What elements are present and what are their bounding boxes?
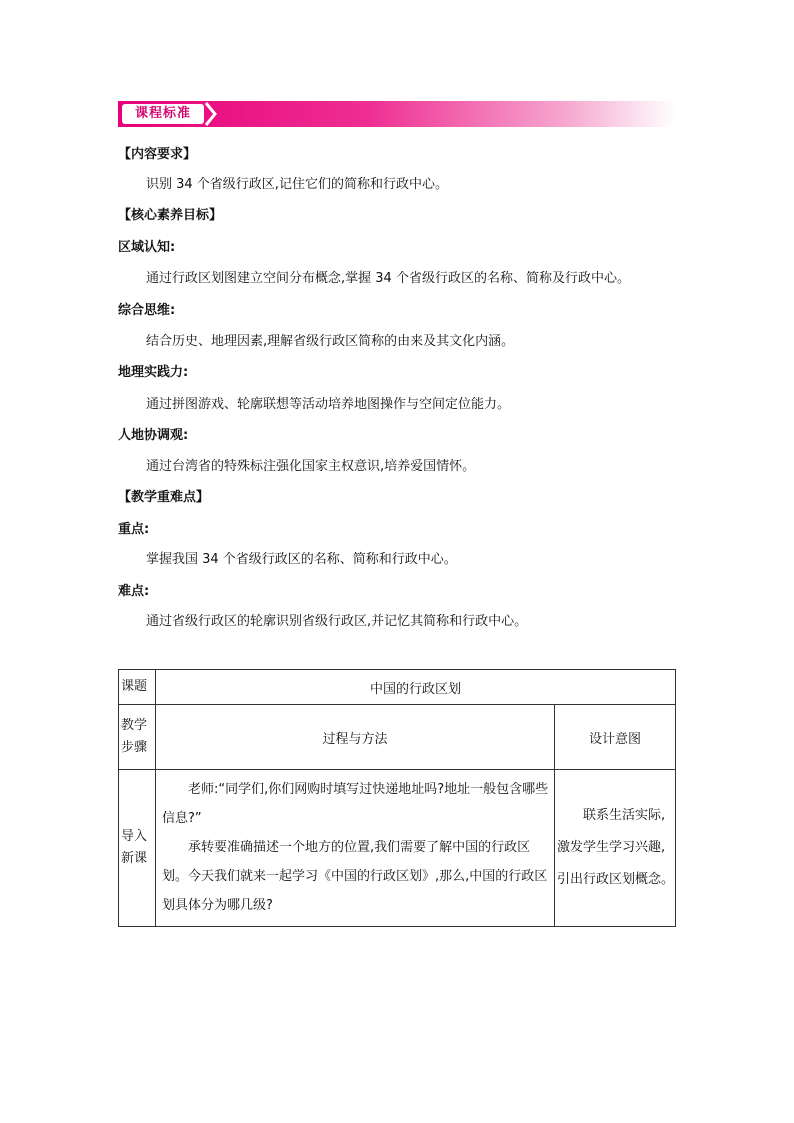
key-point-title: 重点: — [118, 522, 150, 537]
process-header: 过程与方法 — [156, 705, 555, 770]
topic-value: 中国的行政区划 — [156, 670, 676, 705]
intro-paragraph: 承转要准确描述一个地方的位置,我们需要了解中国的行政区划。今天我们就来一起学习《中国的行政区划》,那么,中国的行政区划具体分为哪几级? — [162, 839, 548, 913]
goal-regional-text: 通过行政区划图建立空间分布概念,掌握 34 个省级行政区的名称、简称及行政中心。 — [146, 271, 630, 286]
key-points-heading: 【教学重难点】 — [118, 490, 210, 505]
intro-process-cell — [156, 770, 555, 927]
goal-thinking-text: 结合历史、地理因素,理解省级行政区简称的由来及其文化内涵。 — [146, 334, 515, 349]
table-row — [119, 770, 676, 927]
key-point-text: 掌握我国 34 个省级行政区的名称、简称和行政中心。 — [146, 552, 457, 567]
goal-thinking-title: 综合思维: — [118, 303, 176, 318]
banner-label: 课程标准 — [122, 104, 204, 124]
intro-intent-text: 联系生活实际,激发学生学习兴趣,引出行政区划概念。 — [557, 808, 675, 887]
intro-paragraph: 老师:“同学们,你们网购时填写过快递地址吗?地址一般包含哪些信息?” — [162, 781, 549, 826]
difficulty-text: 通过省级行政区的轮廓识别省级行政区,并记忆其简称和行政中心。 — [146, 614, 528, 629]
chevron-right-icon — [204, 101, 218, 127]
section-banner — [118, 101, 676, 127]
topic-label: 课题 — [119, 670, 156, 705]
goal-practice-text: 通过拼图游戏、轮廓联想等活动培养地图操作与空间定位能力。 — [146, 397, 511, 412]
difficulty-title: 难点: — [118, 584, 150, 599]
goal-practice-title: 地理实践力: — [118, 365, 189, 380]
intro-intent-cell — [555, 770, 676, 927]
table-row — [119, 670, 676, 705]
goal-harmony-text: 通过台湾省的特殊标注强化国家主权意识,培养爱国情怀。 — [146, 459, 476, 474]
table-row — [119, 705, 676, 770]
lesson-table — [118, 669, 676, 927]
intro-label — [119, 770, 156, 927]
intro-label-line: 导入 — [121, 829, 148, 844]
steps-label-line: 教学 — [121, 718, 148, 733]
content-requirement-text: 识别 34 个省级行政区,记住它们的简称和行政中心。 — [146, 177, 448, 192]
goal-regional-title: 区域认知: — [118, 240, 176, 255]
content-requirement-heading: 【内容要求】 — [118, 147, 197, 162]
steps-label — [119, 705, 156, 770]
steps-label-line: 步骤 — [121, 740, 148, 755]
intro-label-line: 新课 — [121, 851, 148, 866]
intent-header: 设计意图 — [555, 705, 676, 770]
core-goals-heading: 【核心素养目标】 — [118, 208, 223, 223]
goal-harmony-title: 人地协调观: — [118, 428, 189, 443]
